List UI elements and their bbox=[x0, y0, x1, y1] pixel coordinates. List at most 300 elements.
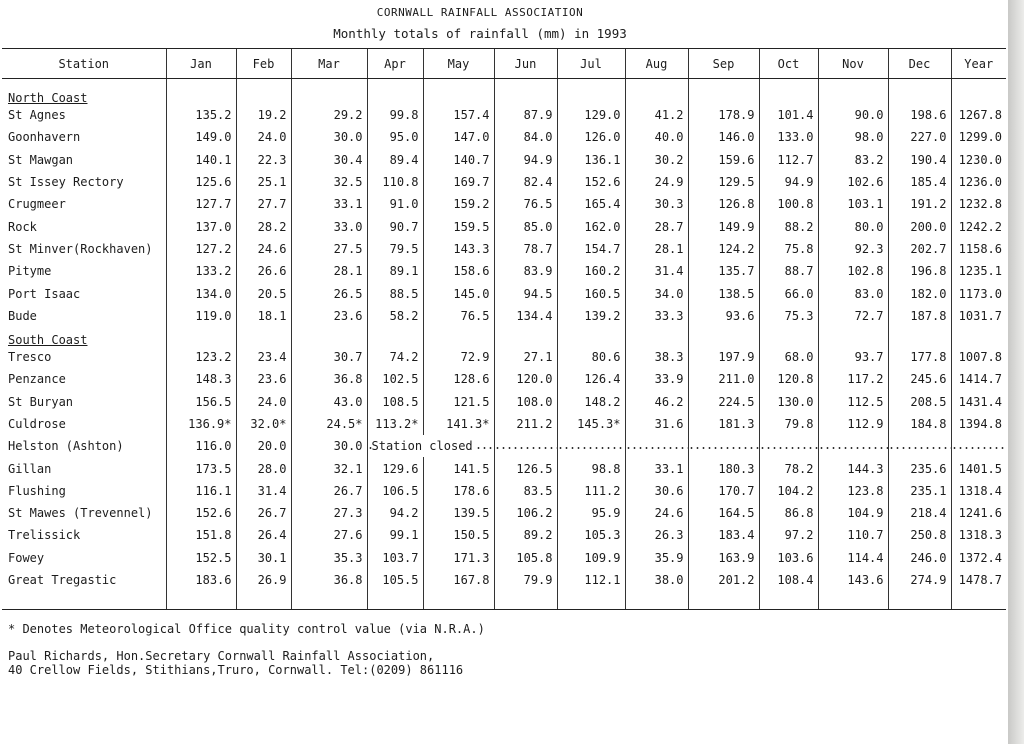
rainfall-value: 138.5 bbox=[688, 282, 759, 304]
rainfall-value: 158.6 bbox=[423, 260, 494, 282]
rainfall-value: 25.1 bbox=[236, 171, 291, 193]
rainfall-value: 40.0 bbox=[625, 126, 688, 148]
rainfall-value: 114.4 bbox=[818, 547, 888, 569]
rainfall-value: 120.0 bbox=[494, 368, 557, 390]
rainfall-value: 32.0* bbox=[236, 413, 291, 435]
rainfall-value: 218.4 bbox=[888, 502, 951, 524]
rainfall-value: 108.0 bbox=[494, 391, 557, 413]
empty-cell bbox=[557, 85, 625, 104]
rainfall-value: 105.8 bbox=[494, 547, 557, 569]
table-row bbox=[2, 282, 1006, 304]
rainfall-value: 127.2 bbox=[166, 238, 236, 260]
rainfall-value: 89.2 bbox=[494, 524, 557, 546]
rainfall-value: 89.1 bbox=[367, 260, 423, 282]
rainfall-value: 97.2 bbox=[759, 524, 818, 546]
rainfall-value: 102.5 bbox=[367, 368, 423, 390]
table-row bbox=[2, 457, 1006, 479]
rainfall-value: 110.7 bbox=[818, 524, 888, 546]
rainfall-value: 98.8 bbox=[557, 457, 625, 479]
rainfall-value: 111.2 bbox=[557, 480, 625, 502]
rainfall-value: 159.6 bbox=[688, 149, 759, 171]
rainfall-value: 27.5 bbox=[291, 238, 367, 260]
rainfall-value: 105.3 bbox=[557, 524, 625, 546]
column-header: Mar bbox=[291, 49, 367, 79]
rainfall-value: 33.1 bbox=[291, 193, 367, 215]
empty-cell bbox=[759, 85, 818, 104]
rainfall-value: 26.4 bbox=[236, 524, 291, 546]
rainfall-value: 18.1 bbox=[236, 305, 291, 327]
table-row bbox=[2, 215, 1006, 237]
rainfall-value: 88.7 bbox=[759, 260, 818, 282]
author-line: Paul Richards, Hon.Secretary Cornwall Rainfall Association, bbox=[8, 649, 435, 663]
rainfall-value: 24.0 bbox=[236, 391, 291, 413]
empty-cell bbox=[759, 327, 818, 346]
rainfall-value: 31.6 bbox=[625, 413, 688, 435]
rainfall-value: 27.3 bbox=[291, 502, 367, 524]
rainfall-value: 95.9 bbox=[557, 502, 625, 524]
station-name: Flushing bbox=[8, 483, 66, 498]
rainfall-value: 94.9 bbox=[494, 149, 557, 171]
spacer-cell bbox=[888, 591, 951, 610]
rainfall-value: 30.4 bbox=[291, 149, 367, 171]
rainfall-value: 126.5 bbox=[494, 457, 557, 479]
section-heading: North Coast bbox=[8, 91, 88, 105]
rainfall-value: 38.0 bbox=[625, 569, 688, 591]
rainfall-value: 28.1 bbox=[291, 260, 367, 282]
rainfall-value: 143.3 bbox=[423, 238, 494, 260]
page-edge bbox=[1008, 0, 1024, 744]
station-name: Tresco bbox=[8, 350, 52, 365]
station-name: Goonhavern bbox=[8, 130, 81, 145]
section-header-row bbox=[2, 85, 1006, 104]
rainfall-value: 109.9 bbox=[557, 547, 625, 569]
rainfall-value: 113.2* bbox=[367, 413, 423, 435]
rainfall-value: 1173.0 bbox=[951, 282, 1006, 304]
rainfall-value: 26.6 bbox=[236, 260, 291, 282]
rainfall-value: 41.2 bbox=[625, 104, 688, 126]
spacer-cell bbox=[166, 591, 236, 610]
rainfall-value: 250.8 bbox=[888, 524, 951, 546]
rainfall-value: 129.5 bbox=[688, 171, 759, 193]
rainfall-value: 1318.4 bbox=[951, 480, 1006, 502]
rainfall-table bbox=[2, 48, 1006, 610]
spacer-cell bbox=[236, 591, 291, 610]
rainfall-value: 104.2 bbox=[759, 480, 818, 502]
rainfall-value: 126.0 bbox=[557, 126, 625, 148]
rainfall-value: 149.0 bbox=[166, 126, 236, 148]
rainfall-value: 27.1 bbox=[494, 346, 557, 368]
column-header: Sep bbox=[688, 49, 759, 79]
rainfall-value: 27.6 bbox=[291, 524, 367, 546]
empty-cell bbox=[236, 327, 291, 346]
rainfall-value: 26.5 bbox=[291, 282, 367, 304]
rainfall-value: 36.8 bbox=[291, 368, 367, 390]
rainfall-value: 148.2 bbox=[557, 391, 625, 413]
rainfall-value: 106.5 bbox=[367, 480, 423, 502]
rainfall-value: 101.4 bbox=[759, 104, 818, 126]
rainfall-value: 178.6 bbox=[423, 480, 494, 502]
rainfall-value: 76.5 bbox=[494, 193, 557, 215]
table-body bbox=[2, 79, 1006, 610]
empty-cell bbox=[367, 85, 423, 104]
rainfall-value: 170.7 bbox=[688, 480, 759, 502]
rainfall-value: 29.2 bbox=[291, 104, 367, 126]
rainfall-value: 143.6 bbox=[818, 569, 888, 591]
column-header: Oct bbox=[759, 49, 818, 79]
rainfall-value: 24.6 bbox=[236, 238, 291, 260]
rainfall-value: 134.4 bbox=[494, 305, 557, 327]
rainfall-value: 152.5 bbox=[166, 547, 236, 569]
rainfall-value: 74.2 bbox=[367, 346, 423, 368]
station-name: Gillan bbox=[8, 461, 52, 476]
rainfall-value: 90.0 bbox=[818, 104, 888, 126]
rainfall-value: 1431.4 bbox=[951, 391, 1006, 413]
dotted-cell bbox=[557, 435, 625, 457]
rainfall-value: 140.1 bbox=[166, 149, 236, 171]
station-name: Rock bbox=[8, 219, 37, 234]
station-name: Culdrose bbox=[8, 417, 66, 431]
rainfall-value: 99.8 bbox=[367, 104, 423, 126]
empty-cell bbox=[888, 327, 951, 346]
rainfall-value: 182.0 bbox=[888, 282, 951, 304]
rainfall-value: 94.2 bbox=[367, 502, 423, 524]
rainfall-value: 104.9 bbox=[818, 502, 888, 524]
spacer-cell bbox=[557, 591, 625, 610]
table-row bbox=[2, 260, 1006, 282]
rainfall-value: 26.3 bbox=[625, 524, 688, 546]
rainfall-value: 152.6 bbox=[557, 171, 625, 193]
rainfall-value: 23.6 bbox=[236, 368, 291, 390]
rainfall-value: 33.0 bbox=[291, 215, 367, 237]
table-row bbox=[2, 305, 1006, 327]
rainfall-value: 30.2 bbox=[625, 149, 688, 171]
rainfall-value: 123.2 bbox=[166, 346, 236, 368]
empty-cell bbox=[494, 327, 557, 346]
footnote: * Denotes Meteorological Office quality control value (via N.R.A.) bbox=[8, 622, 485, 636]
rainfall-value: 1394.8 bbox=[951, 413, 1006, 435]
rainfall-value: 86.8 bbox=[759, 502, 818, 524]
rainfall-value: 30.0 bbox=[291, 126, 367, 148]
spacer-cell bbox=[423, 591, 494, 610]
empty-cell bbox=[367, 327, 423, 346]
rainfall-value: 108.4 bbox=[759, 569, 818, 591]
rainfall-value: 144.3 bbox=[818, 457, 888, 479]
rainfall-value: 30.6 bbox=[625, 480, 688, 502]
rainfall-value: 128.6 bbox=[423, 368, 494, 390]
column-header: May bbox=[423, 49, 494, 79]
rainfall-value: 112.5 bbox=[818, 391, 888, 413]
rainfall-value: 1007.8 bbox=[951, 346, 1006, 368]
rainfall-value: 152.6 bbox=[166, 502, 236, 524]
table-row bbox=[2, 171, 1006, 193]
rainfall-value: 30.1 bbox=[236, 547, 291, 569]
rainfall-value: 87.9 bbox=[494, 104, 557, 126]
table-row bbox=[2, 238, 1006, 260]
rainfall-value: 211.0 bbox=[688, 368, 759, 390]
rainfall-value: 79.9 bbox=[494, 569, 557, 591]
rainfall-value: 184.8 bbox=[888, 413, 951, 435]
rainfall-value: 31.4 bbox=[236, 480, 291, 502]
rainfall-value: 26.9 bbox=[236, 569, 291, 591]
rainfall-value: 43.0 bbox=[291, 391, 367, 413]
empty-cell bbox=[557, 327, 625, 346]
rainfall-value: 24.5* bbox=[291, 413, 367, 435]
rainfall-value: 79.8 bbox=[759, 413, 818, 435]
spacer-cell bbox=[367, 591, 423, 610]
rainfall-value: 1401.5 bbox=[951, 457, 1006, 479]
rainfall-value: 224.5 bbox=[688, 391, 759, 413]
rainfall-value: 123.8 bbox=[818, 480, 888, 502]
empty-cell bbox=[236, 85, 291, 104]
rainfall-value: 102.8 bbox=[818, 260, 888, 282]
rainfall-value: 27.7 bbox=[236, 193, 291, 215]
station-closed-note bbox=[367, 435, 494, 457]
dotted-cell bbox=[759, 435, 818, 457]
rainfall-value: 112.1 bbox=[557, 569, 625, 591]
rainfall-value: 108.5 bbox=[367, 391, 423, 413]
section-header-row bbox=[2, 327, 1006, 346]
empty-cell bbox=[494, 85, 557, 104]
rainfall-value: 156.5 bbox=[166, 391, 236, 413]
spacer-cell bbox=[291, 591, 367, 610]
column-header: Nov bbox=[818, 49, 888, 79]
rainfall-value: 129.6 bbox=[367, 457, 423, 479]
rainfall-value: 31.4 bbox=[625, 260, 688, 282]
rainfall-value: 75.8 bbox=[759, 238, 818, 260]
rainfall-value: 1230.0 bbox=[951, 149, 1006, 171]
station-name: St Mawgan bbox=[8, 152, 74, 167]
rainfall-value: 22.3 bbox=[236, 149, 291, 171]
rainfall-value: 58.2 bbox=[367, 305, 423, 327]
rainfall-value: 76.5 bbox=[423, 305, 494, 327]
column-header: Jul bbox=[557, 49, 625, 79]
rainfall-value: 82.4 bbox=[494, 171, 557, 193]
table-row bbox=[2, 391, 1006, 413]
rainfall-value: 1242.2 bbox=[951, 215, 1006, 237]
rainfall-value: 140.7 bbox=[423, 149, 494, 171]
rainfall-value: 30.7 bbox=[291, 346, 367, 368]
column-header: Apr bbox=[367, 49, 423, 79]
rainfall-value: 185.4 bbox=[888, 171, 951, 193]
rainfall-value: 120.8 bbox=[759, 368, 818, 390]
rainfall-value: 139.5 bbox=[423, 502, 494, 524]
rainfall-value: 1031.7 bbox=[951, 305, 1006, 327]
rainfall-value: 162.0 bbox=[557, 215, 625, 237]
column-header: Jun bbox=[494, 49, 557, 79]
rainfall-value: 124.2 bbox=[688, 238, 759, 260]
rainfall-value: 141.5 bbox=[423, 457, 494, 479]
rainfall-value: 183.6 bbox=[166, 569, 236, 591]
rainfall-value: 163.9 bbox=[688, 547, 759, 569]
rainfall-value: 94.5 bbox=[494, 282, 557, 304]
rainfall-value: 137.0 bbox=[166, 215, 236, 237]
table-row bbox=[2, 547, 1006, 569]
rainfall-value: 129.0 bbox=[557, 104, 625, 126]
document-title: CORNWALL RAINFALL ASSOCIATION bbox=[376, 6, 584, 19]
table-row bbox=[2, 569, 1006, 591]
rainfall-value: 103.6 bbox=[759, 547, 818, 569]
station-name: Crugmeer bbox=[8, 197, 66, 212]
rainfall-value: 154.7 bbox=[557, 238, 625, 260]
rainfall-value: 141.3* bbox=[423, 413, 494, 435]
rainfall-value: 19.2 bbox=[236, 104, 291, 126]
rainfall-value: 1299.0 bbox=[951, 126, 1006, 148]
rainfall-value: 183.4 bbox=[688, 524, 759, 546]
empty-cell bbox=[818, 85, 888, 104]
spacer-cell bbox=[759, 591, 818, 610]
rainfall-value: 116.1 bbox=[166, 480, 236, 502]
rainfall-value: 187.8 bbox=[888, 305, 951, 327]
rainfall-value: 1232.8 bbox=[951, 193, 1006, 215]
rainfall-value: 150.5 bbox=[423, 524, 494, 546]
rainfall-value: 117.2 bbox=[818, 368, 888, 390]
rainfall-value: 46.2 bbox=[625, 391, 688, 413]
rainfall-value: 121.5 bbox=[423, 391, 494, 413]
rainfall-value: 110.8 bbox=[367, 171, 423, 193]
spacer-cell bbox=[688, 591, 759, 610]
spacer-cell bbox=[951, 591, 1006, 610]
rainfall-value: 200.0 bbox=[888, 215, 951, 237]
rainfall-value: 227.0 bbox=[888, 126, 951, 148]
station-name: St Buryan bbox=[8, 394, 74, 409]
rainfall-value: 24.6 bbox=[625, 502, 688, 524]
station-name: Trelissick bbox=[8, 528, 81, 543]
author-block bbox=[8, 649, 463, 677]
empty-cell bbox=[291, 327, 367, 346]
rainfall-value: 157.4 bbox=[423, 104, 494, 126]
rainfall-value: 136.1 bbox=[557, 149, 625, 171]
rainfall-value: 173.5 bbox=[166, 457, 236, 479]
dotted-cell bbox=[951, 435, 1006, 457]
station-closed-label: Station closed bbox=[372, 439, 476, 453]
rainfall-value: 79.5 bbox=[367, 238, 423, 260]
rainfall-value: 28.2 bbox=[236, 215, 291, 237]
spacer-row bbox=[2, 591, 1006, 610]
rainfall-value: 28.1 bbox=[625, 238, 688, 260]
rainfall-value: 1372.4 bbox=[951, 547, 1006, 569]
rainfall-value: 103.7 bbox=[367, 547, 423, 569]
rainfall-value: 164.5 bbox=[688, 502, 759, 524]
spacer-cell bbox=[625, 591, 688, 610]
rainfall-value: 28.7 bbox=[625, 215, 688, 237]
rainfall-value: 160.5 bbox=[557, 282, 625, 304]
rainfall-value: 126.8 bbox=[688, 193, 759, 215]
rainfall-value: 1267.8 bbox=[951, 104, 1006, 126]
rainfall-value: 24.9 bbox=[625, 171, 688, 193]
rainfall-value: 93.7 bbox=[818, 346, 888, 368]
table-row bbox=[2, 346, 1006, 368]
rainfall-value: 23.4 bbox=[236, 346, 291, 368]
empty-cell bbox=[423, 85, 494, 104]
rainfall-value: 33.3 bbox=[625, 305, 688, 327]
dotted-cell bbox=[888, 435, 951, 457]
column-header: Aug bbox=[625, 49, 688, 79]
rainfall-value: 106.2 bbox=[494, 502, 557, 524]
rainfall-value: 159.5 bbox=[423, 215, 494, 237]
rainfall-value: 33.1 bbox=[625, 457, 688, 479]
table-row bbox=[2, 480, 1006, 502]
rainfall-value: 211.2 bbox=[494, 413, 557, 435]
dotted-cell bbox=[625, 435, 688, 457]
rainfall-value: 167.8 bbox=[423, 569, 494, 591]
table-row bbox=[2, 368, 1006, 390]
rainfall-value: 36.8 bbox=[291, 569, 367, 591]
rainfall-value: 90.7 bbox=[367, 215, 423, 237]
table-row bbox=[2, 413, 1006, 435]
rainfall-value: 99.1 bbox=[367, 524, 423, 546]
rainfall-value: 23.6 bbox=[291, 305, 367, 327]
rainfall-value: 100.8 bbox=[759, 193, 818, 215]
rainfall-value: 80.0 bbox=[818, 215, 888, 237]
rainfall-value: 181.3 bbox=[688, 413, 759, 435]
rainfall-value: 34.0 bbox=[625, 282, 688, 304]
rainfall-value: 178.9 bbox=[688, 104, 759, 126]
rainfall-value: 116.0 bbox=[166, 435, 236, 457]
empty-cell bbox=[166, 85, 236, 104]
rainfall-value: 33.9 bbox=[625, 368, 688, 390]
rainfall-value: 32.1 bbox=[291, 457, 367, 479]
table-header-row bbox=[2, 49, 1006, 79]
rainfall-value: 89.4 bbox=[367, 149, 423, 171]
station-name: St Agnes bbox=[8, 108, 66, 123]
empty-cell bbox=[951, 327, 1006, 346]
rainfall-value: 32.5 bbox=[291, 171, 367, 193]
rainfall-value: 78.7 bbox=[494, 238, 557, 260]
rainfall-value: 130.0 bbox=[759, 391, 818, 413]
rainfall-value: 80.6 bbox=[557, 346, 625, 368]
rainfall-value: 88.5 bbox=[367, 282, 423, 304]
rainfall-value: 1158.6 bbox=[951, 238, 1006, 260]
rainfall-value: 127.7 bbox=[166, 193, 236, 215]
rainfall-value: 147.0 bbox=[423, 126, 494, 148]
column-header: Dec bbox=[888, 49, 951, 79]
rainfall-value: 135.7 bbox=[688, 260, 759, 282]
rainfall-value: 24.0 bbox=[236, 126, 291, 148]
rainfall-value: 134.0 bbox=[166, 282, 236, 304]
rainfall-value: 26.7 bbox=[291, 480, 367, 502]
rainfall-value: 198.6 bbox=[888, 104, 951, 126]
column-header: Station bbox=[2, 49, 166, 79]
empty-cell bbox=[625, 85, 688, 104]
author-address: 40 Crellow Fields, Stithians,Truro, Cornwall. Tel:(0209) 861116 bbox=[8, 663, 464, 677]
rainfall-value: 20.0 bbox=[236, 435, 291, 457]
rainfall-value: 92.3 bbox=[818, 238, 888, 260]
station-name: Port Isaac bbox=[8, 286, 81, 301]
rainfall-value: 103.1 bbox=[818, 193, 888, 215]
rainfall-value: 151.8 bbox=[166, 524, 236, 546]
station-name: Penzance bbox=[8, 372, 66, 387]
spacer-cell bbox=[494, 591, 557, 610]
dotted-cell bbox=[688, 435, 759, 457]
rainfall-value: 112.9 bbox=[818, 413, 888, 435]
empty-cell bbox=[625, 327, 688, 346]
rainfall-value: 133.2 bbox=[166, 260, 236, 282]
rainfall-value: 145.0 bbox=[423, 282, 494, 304]
rainfall-value: 133.0 bbox=[759, 126, 818, 148]
rainfall-value: 165.4 bbox=[557, 193, 625, 215]
rainfall-value: 139.2 bbox=[557, 305, 625, 327]
rainfall-value: 20.5 bbox=[236, 282, 291, 304]
rainfall-value: 125.6 bbox=[166, 171, 236, 193]
empty-cell bbox=[166, 327, 236, 346]
rainfall-value: 88.2 bbox=[759, 215, 818, 237]
document-subtitle: Monthly totals of rainfall (mm) in 1993 bbox=[333, 26, 627, 41]
rainfall-value: 145.3* bbox=[557, 413, 625, 435]
station-name: St Issey Rectory bbox=[8, 175, 124, 190]
rainfall-value: 75.3 bbox=[759, 305, 818, 327]
rainfall-value: 83.0 bbox=[818, 282, 888, 304]
rainfall-value: 68.0 bbox=[759, 346, 818, 368]
